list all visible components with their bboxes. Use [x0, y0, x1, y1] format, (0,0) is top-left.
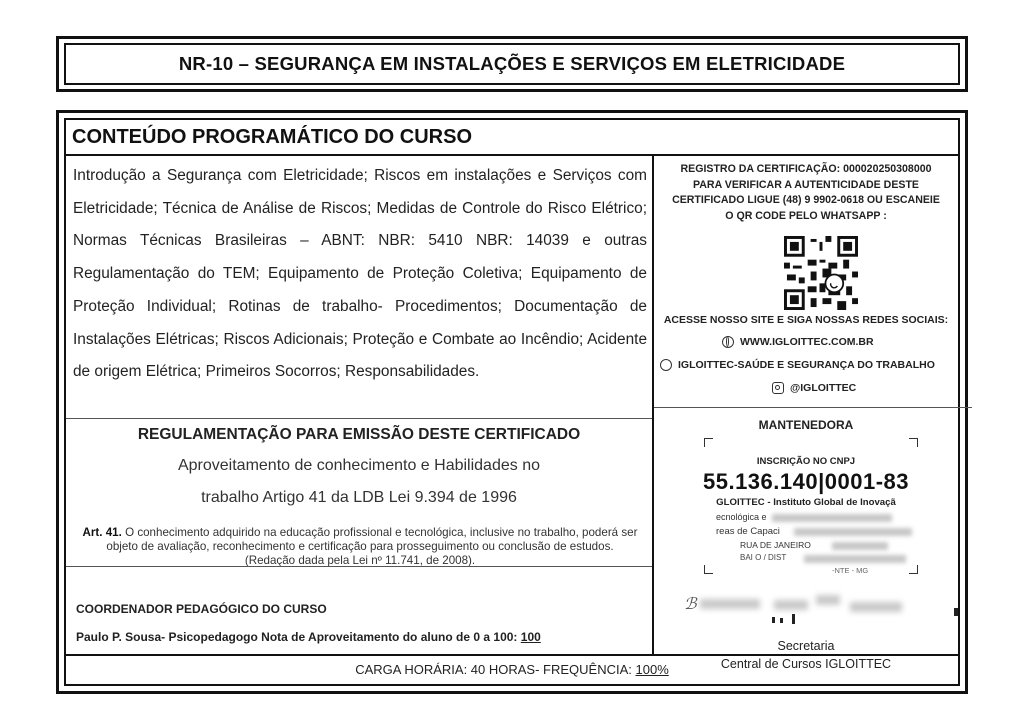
- signature-title: Secretaria: [777, 639, 835, 653]
- signature-subtitle: Central de Cursos IGLOITTEC: [720, 657, 892, 671]
- content-area: [64, 118, 960, 686]
- sponsor-partial-5: -NTE - MG: [832, 566, 869, 575]
- frequency-value: 100%: [635, 662, 669, 677]
- instagram-icon: [772, 382, 784, 394]
- coordinator-title: COORDENADOR PEDAGÓGICO DO CURSO: [76, 602, 327, 616]
- regulation-title: REGULAMENTAÇÃO PARA EMISSÃO DESTE CERTIFICADO: [137, 426, 581, 443]
- section-title: CONTEÚDO PROGRAMÁTICO DO CURSO: [66, 120, 958, 156]
- cnpj-number: 55.136.140|0001-83: [702, 469, 909, 494]
- course-hours-text: CARGA HORÁRIA: 40 HORAS- FREQUÊNCIA:: [355, 662, 632, 677]
- facebook-link[interactable]: [660, 359, 935, 371]
- website-link[interactable]: [722, 336, 874, 348]
- registry-line-3: CERTIFICADO LIGUE (48) 9 9902-0618 OU ESCANEIE: [672, 194, 940, 206]
- sponsor-title: MANTENEDORA: [758, 418, 854, 432]
- coordinator-text: [76, 630, 541, 644]
- title-frame: [56, 36, 968, 92]
- instagram-link[interactable]: [772, 382, 856, 394]
- social-title: ACESSE NOSSO SITE E SIGA NOSSAS REDES SOCIAIS:: [663, 314, 949, 326]
- globe-icon: [722, 336, 734, 348]
- website-text: WWW.IGLOITTEC.COM.BR: [740, 336, 874, 348]
- regulation-line-2: trabalho Artigo 41 da LDB Lei 9.394 de 1996: [201, 489, 517, 506]
- cnpj-label: INSCRIÇÃO NO CNPJ: [756, 456, 856, 467]
- facebook-text: IGLOITTEC-SAÚDE E SEGURANÇA DO TRABALHO: [678, 359, 935, 371]
- divider: [654, 407, 972, 408]
- article-body: O conhecimento adquirido na educação profissional e tecnológica, inclusive no trabalho, poderá ser objeto de avaliação, reconhecimento e certificação para prosseguimento ou conclusão de estudos. (Redação dada pela Lei nº 11.741, de 2008).: [106, 526, 638, 567]
- organization-name: GLOITTEC - Instituto Global de Inovaçã: [716, 497, 896, 508]
- like-icon: [660, 359, 672, 371]
- course-hours-bar: [66, 654, 958, 684]
- registry-line-2: PARA VERIFICAR A AUTENTICIDADE DESTE: [692, 178, 919, 191]
- registry-line-1: REGISTRO DA CERTIFICAÇÃO: 000020250308000: [680, 163, 932, 175]
- divider: [66, 418, 652, 419]
- instagram-text: @IGLOITTEC: [790, 382, 857, 394]
- article-label: Art. 41.: [82, 526, 122, 539]
- main-frame: [56, 110, 968, 694]
- score-value: 100: [520, 630, 541, 644]
- divider: [66, 566, 652, 567]
- signature-mark: ℬ: [684, 594, 697, 613]
- right-column: [652, 156, 958, 671]
- sponsor-partial-2: reas de Capaci: [716, 526, 780, 537]
- certificate-title: NR-10 – SEGURANÇA EM INSTALAÇÕES E SERVIÇOS EM ELETRICIDADE: [178, 53, 846, 74]
- registry-line-4: O QR CODE PELO WHATSAPP :: [725, 209, 887, 222]
- qr-code[interactable]: [784, 236, 858, 310]
- article-text: [80, 526, 640, 568]
- certificate-registry: [654, 162, 958, 224]
- sponsor-partial-1: ecnológica e: [716, 512, 767, 522]
- coordinator-name-line: Paulo P. Sousa- Psicopedagogo Nota de Aproveitamento do aluno de 0 a 100:: [76, 630, 518, 644]
- sponsor-partial-4: BAI O / DIST: [740, 553, 787, 562]
- regulation-line-1: Aproveitamento de conhecimento e Habilidades no: [177, 457, 540, 474]
- sponsor-partial-3: RUA DE JANEIRO: [740, 540, 811, 550]
- program-content: Introdução a Segurança com Eletricidade; Riscos em instalações e Serviços com Eletricidade; Técnica de Análise de Riscos; Medidas de Controle do Risco Elétrico; Normas Técnicas Brasileiras – ABNT: NBR: 5410 NBR: 14039 e outras Regulamentação do TEM; Equipamento de Proteção Coletiva; Equipamento de Proteção Individual; Rotinas de trabalho- Procedimentos; Documentação de Instalações Elétricas; Riscos Adicionais; Proteção e Combate ao Incêndio; Acidente de origem Elétrica; Primeiros Socorros; Responsabilidades.: [73, 167, 647, 381]
